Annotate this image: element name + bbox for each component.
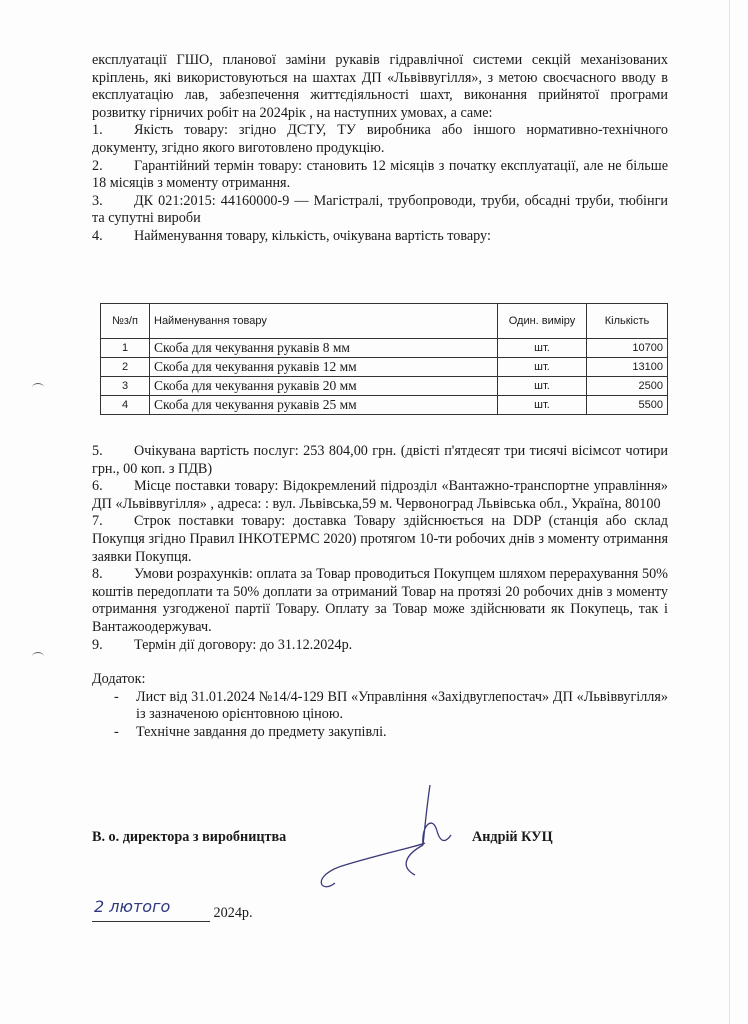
- condition-item: 2. Гарантійний термін товару: становить 12 місяців з початку експлуатації, але не більше 18 місяців з моменту отримання.: [92, 157, 668, 192]
- date-row: [92, 897, 253, 922]
- header-number: №з/п: [101, 304, 150, 339]
- signer-name: Андрій КУЦ: [472, 829, 553, 845]
- row-unit: шт.: [498, 377, 587, 396]
- row-name: Скоба для чекування рукавів 25 мм: [150, 396, 498, 415]
- signer-position: В. о. директора з виробництва: [92, 829, 287, 845]
- row-number: 2: [101, 358, 150, 377]
- header-unit: Один. виміру: [498, 304, 587, 339]
- row-quantity: 10700: [587, 339, 668, 358]
- annex-item: - Технічне завдання до предмету закупівлі.: [114, 723, 387, 740]
- table-row: [101, 396, 668, 415]
- row-name: Скоба для чекування рукавів 8 мм: [150, 339, 498, 358]
- date-year: 2024р.: [213, 905, 253, 921]
- intro-paragraph: експлуатації ГШО, планової заміни рукавів гідравлічної системи секцій механізованих кріплень, які використовуються на шахтах ДП «Львіввугілля», з метою своєчасного вводу в експлуатацію лав, забезпечення життєдіяльності шахт, виконання прийнятої програми розвитку гірничих робіт на 2024рік , на наступних умовах, а саме:: [92, 52, 668, 121]
- row-number: 3: [101, 377, 150, 396]
- goods-table: [100, 303, 668, 415]
- condition-item: 3. ДК 021:2015: 44160000-9 — Магістралі, трубопроводи, труби, обсадні труби, тюбінги та супутні вироби: [92, 192, 668, 227]
- condition-item: 6. Місце поставки товару: Відокремлений підрозділ «Вантажно-транспортне управління» ДП «Львіввугілля» , адреса: : вул. Львівська,59 м. Червоноград Львівська обл., Україна, 80100: [92, 478, 668, 512]
- row-number: 4: [101, 396, 150, 415]
- condition-item: 1. Якість товару: згідно ДСТУ, ТУ виробника або іншого нормативно-технічного документу, згідно якого виготовлено продукцію.: [92, 122, 668, 156]
- row-quantity: 5500: [587, 396, 668, 415]
- signature-scribble: [305, 785, 455, 905]
- row-name: Скоба для чекування рукавів 12 мм: [150, 358, 498, 377]
- lower-text-block: [92, 443, 668, 742]
- row-unit: шт.: [498, 396, 587, 415]
- table-header-row: [101, 304, 668, 339]
- upper-text-block: [92, 52, 668, 246]
- handwritten-date: [92, 895, 210, 919]
- condition-item: 7. Строк поставки товару: доставка Товару здійснюється на DDP (станція або склад Покупця згідно Правил ІНКОТЕРМС 2020) протягом 10-ти робочих днів з моменту отримання заявки Покупця.: [92, 513, 668, 565]
- svg-text:2 лютого: 2 лютого: [94, 897, 171, 916]
- condition-item: 4. Найменування товару, кількість, очікувана вартість товару:: [92, 227, 491, 244]
- condition-item: 8. Умови розрахунків: оплата за Товар проводиться Покупцем шляхом перерахування 50% коштів передоплати та 50% доплати за отриманий Товар на протязі 20 робочих днів з моменту отримання узгодженої партії Товару. Оплату за Товар може здійснювати як Покупець, так і Вантажоодержувач.: [92, 566, 668, 635]
- header-name: Найменування товару: [150, 304, 498, 339]
- table-row: [101, 358, 668, 377]
- margin-mark: [32, 383, 44, 392]
- row-name: Скоба для чекування рукавів 20 мм: [150, 377, 498, 396]
- condition-item: 5. Очікувана вартість послуг: 253 804,00 грн. (двісті п'ятдесят три тисячі вісімсот чотири грн., 00 коп. з ПДВ): [92, 443, 668, 477]
- conditions-list-top: [92, 122, 668, 245]
- row-quantity: 13100: [587, 358, 668, 377]
- row-number: 1: [101, 339, 150, 358]
- row-unit: шт.: [498, 339, 587, 358]
- table-row: [101, 339, 668, 358]
- row-quantity: 2500: [587, 377, 668, 396]
- row-unit: шт.: [498, 358, 587, 377]
- header-quantity: Кількість: [587, 304, 668, 339]
- annex-title: Додаток:: [92, 671, 146, 688]
- date-underline: [92, 897, 210, 922]
- margin-mark: [32, 652, 44, 661]
- scan-edge-line: [729, 0, 730, 1024]
- table-row: [101, 377, 668, 396]
- annex-item: - Лист від 31.01.2024 №14/4-129 ВП «Управління «Західвуглепостач» ДП «Львіввугілля» із зазначеною орієнтовною ціною.: [114, 688, 668, 723]
- condition-item: 9. Термін дії договору: до 31.12.2024р.: [92, 636, 353, 653]
